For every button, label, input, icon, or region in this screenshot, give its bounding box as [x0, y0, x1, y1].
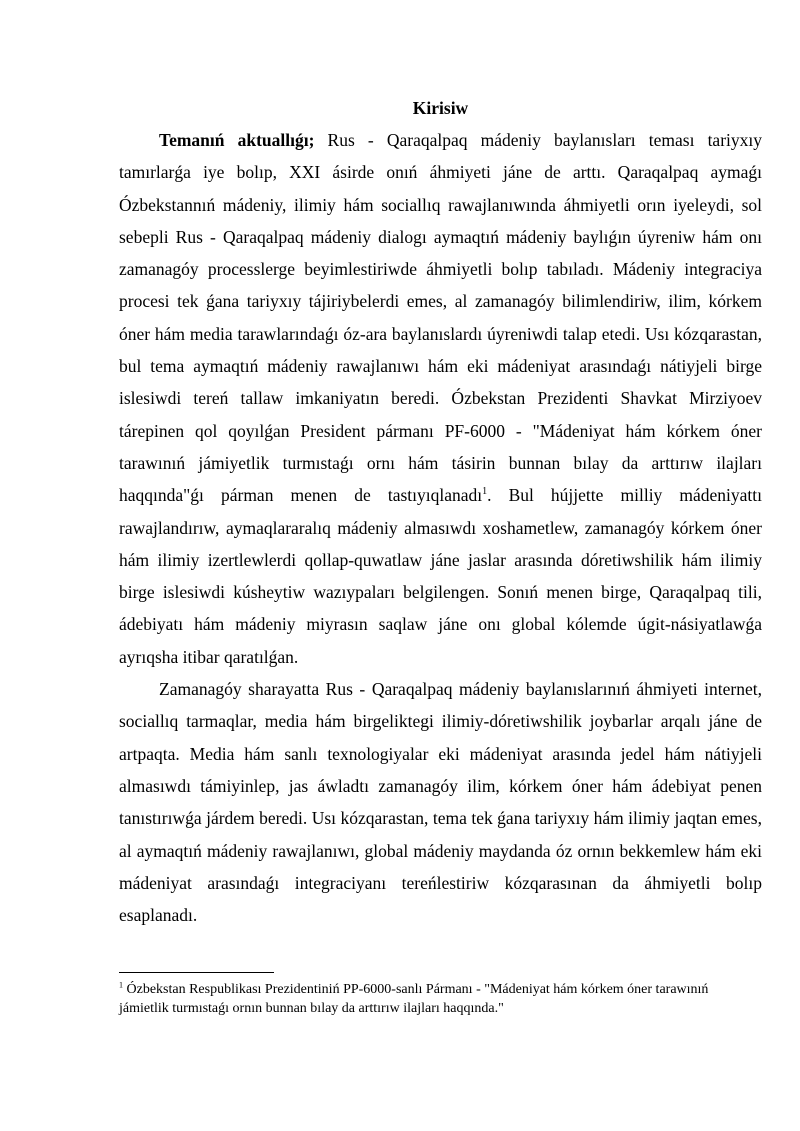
paragraph-relevance-text-2: . Bul hújjette milliy mádeniyattı rawajlandırıw, aymaqlararalıq mádeniy almasıwdı xoshametlew, zamanagóy kórkem óner hám ilimiy izertlewlerdi qollap-quwatlaw jáne jaslar arasında dóretiwshilik hám ilimiy birge islesiwdi kúsheytiw wazıypaları belgilengen. Sonıń menen birge, Qaraqalpaq tili, ádebiyatı hám mádeniy miyrasın saqlaw jáne onı global kólemde úgit-násiyatlawǵa ayrıqsha itibar qaratılǵan. [119, 485, 762, 667]
paragraph-relevance [119, 124, 762, 673]
footnote [119, 981, 719, 1018]
section-heading: Kirisiw [412, 98, 469, 118]
relevance-lead: Temanıń aktuallıǵı; [159, 130, 315, 150]
footnote-separator [119, 972, 274, 973]
paragraph-modern-conditions: Zamanagóy sharayatta Rus - Qaraqalpaq mádeniy baylanıslarınıń áhmiyeti internet, sociallıq tarmaqlar, media hám birgeliktegi ilimiy-dóretiwshilik joybarlar arqalı jáne de artpaqta. Media hám sanlı texnologiyalar eki mádeniyat arasında jedel hám nátiyjeli almasıwdı támiyinlep, jas áwladtı zamanagóy ilim, kórkem óner hám ádebiyat penen tanıstırıwǵa járdem beredi. Usı kózqarastan, tema tek ǵana tariyxıy hám ilimiy jaqtan emes, al aymaqtıń mádeniy rawajlanıwı, global mádeniy maydanda óz ornın bekkemlew hám eki mádeniyat arasındaǵı integraciyanı tereńlestiriw kózqarasınan da áhmiyetli bolıp esaplanadı. [119, 679, 762, 926]
footnote-marker: 1 [119, 980, 123, 990]
footnote-text: Ózbekstan Respublikası Prezidentiniń PP-6000-sanlı Pármanı - "Mádeniyat hám kórkem óner tarawınıń jámietlik turmıstaǵı ornın bunnan bılay da arttırıw ilajları haqqında." [119, 982, 709, 1016]
footnote-reference[interactable]: 1 [482, 486, 488, 498]
paragraph-relevance-text-1: Rus - Qaraqalpaq mádeniy baylanısları teması tariyxıy tamırlarǵa iye bolıp, XXI ásirde onıń áhmiyeti jáne de arttı. Qaraqalpaq aymaǵı Ózbekstannıń mádeniy, ilimiy hám sociallıq rawajlanıwında áhmiyetli orın iyeleydi, sol sebepli Rus - Qaraqalpaq mádeniy dialogı aymaqtıń mádeniy baylıǵın úyreniw hám onı zamanagóy processlerge beyimlestiriwde áhmiyetli bolıp tabıladı. Mádeniy integraciya procesi tek ǵana tariyxıy tájiriybelerdi emes, al zamanagóy bilimlendiriw, ilim, kórkem óner hám media tarawlarındaǵı óz-ara baylanıslardı úyreniwdi talap etedi. Usı kózqarastan, bul tema aymaqtıń mádeniy rawajlanıwı hám eki mádeniyat arasındaǵı nátiyjeli birge islesiwdi tereń tallaw imkaniyatın beredi. Ózbekstan Prezidenti Shavkat Mirziyoev tárepinen qol qoyılǵan President pármanı PF-6000 - "Mádeniyat hám kórkem óner tarawınıń jámiyetlik turmıstaǵı ornı hám tásirin bunnan bılay da arttırıw ilajları haqqında"ǵı párman menen de tastıyıqlanadı [119, 130, 763, 506]
